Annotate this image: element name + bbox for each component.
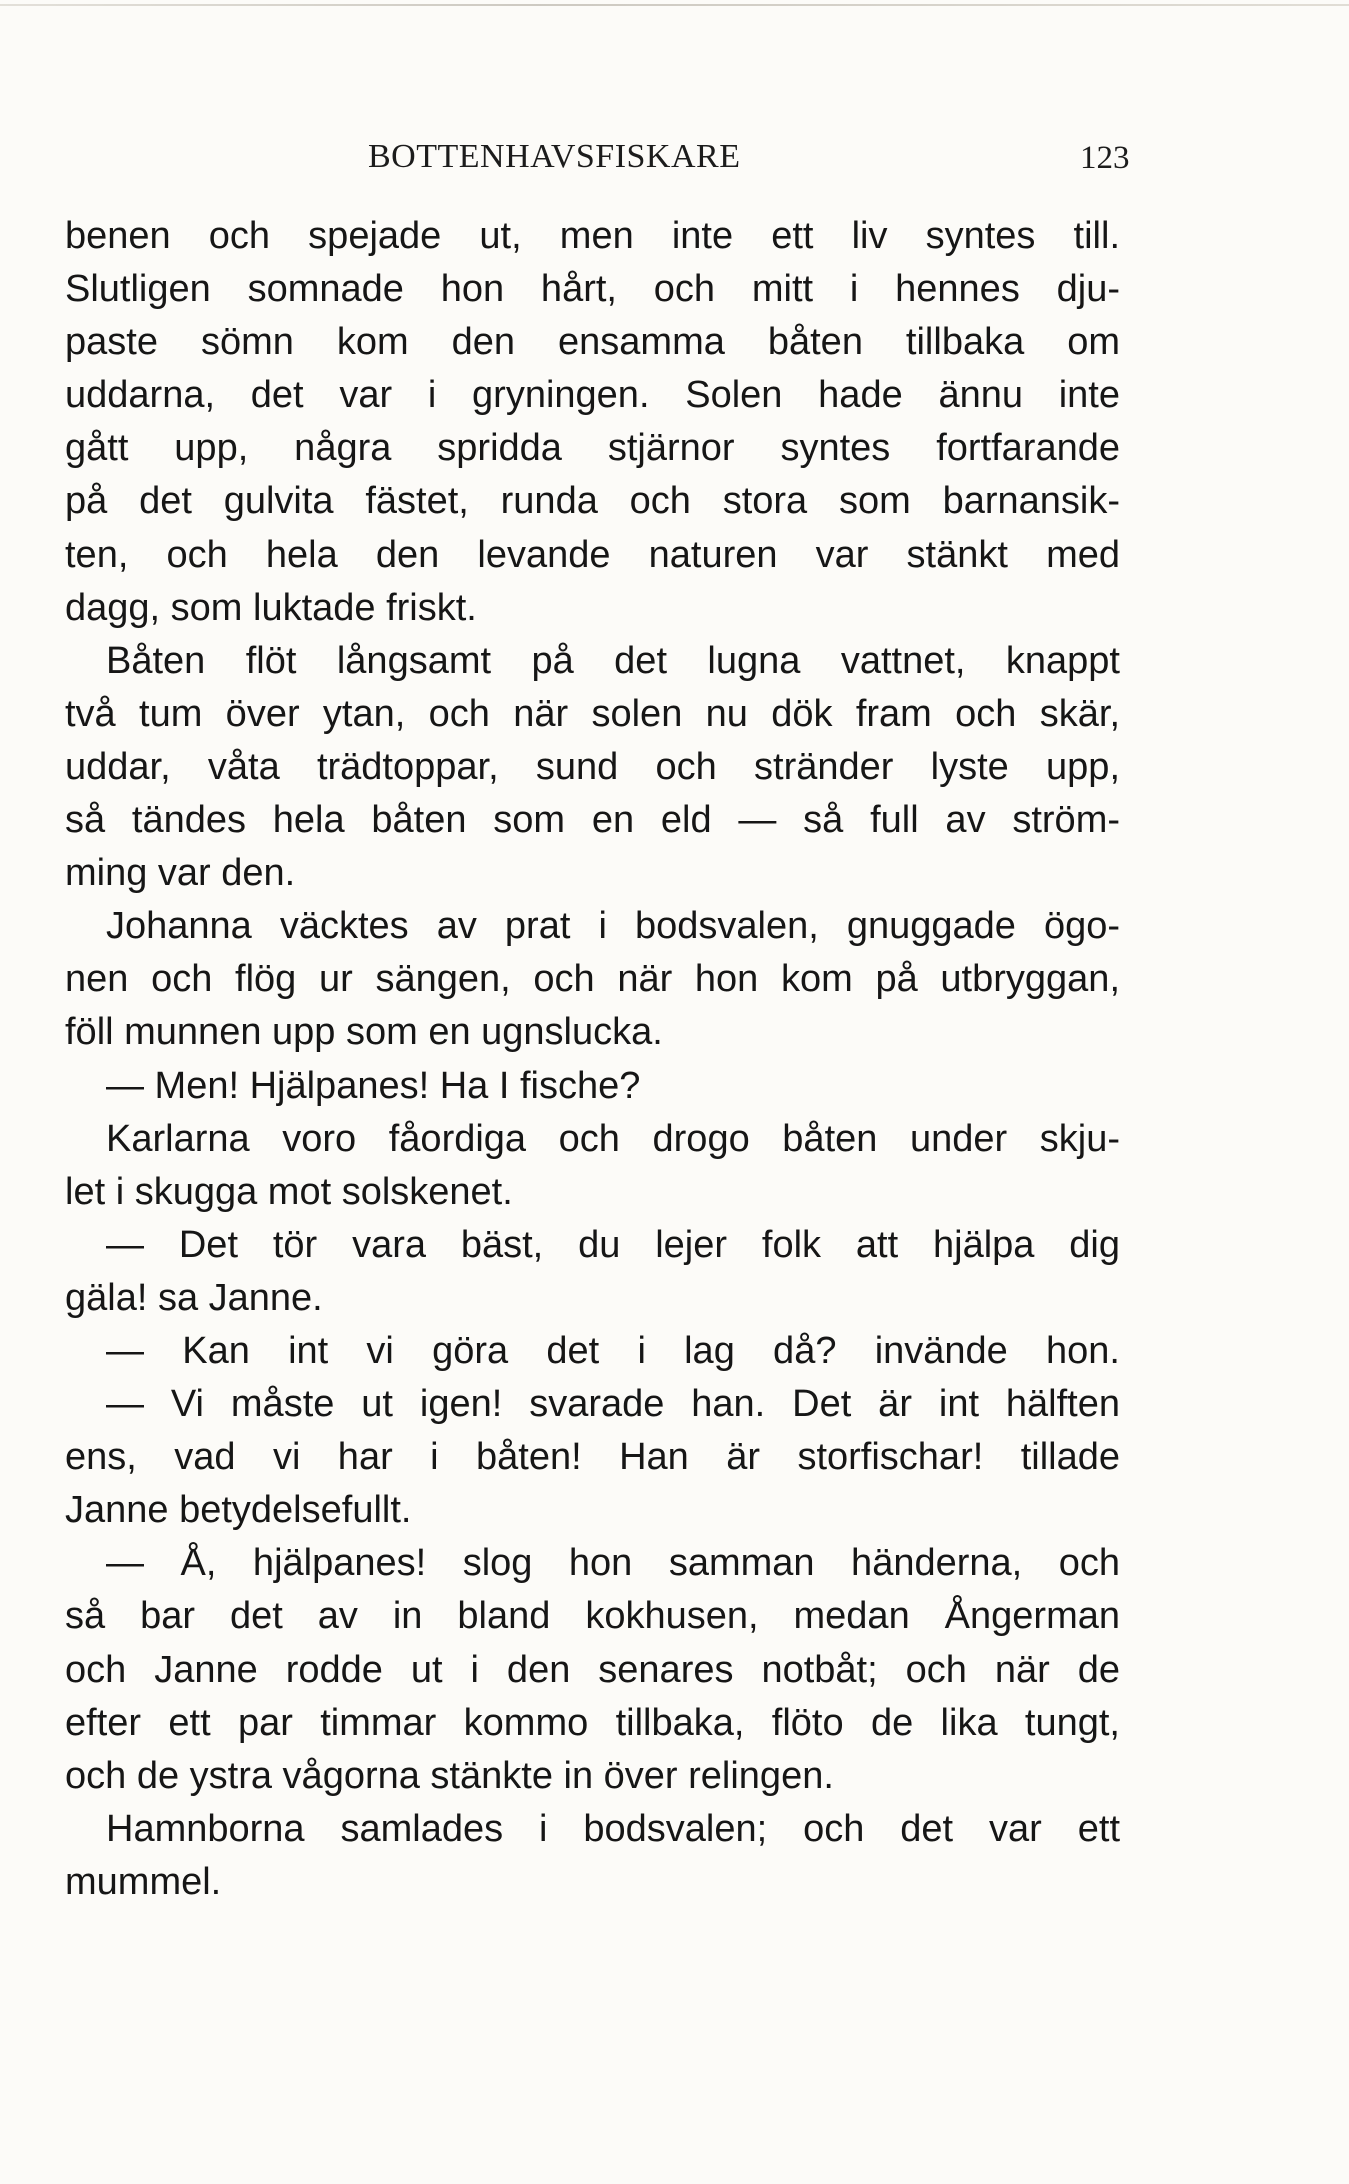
text-line: föll munnen upp som en ugnslucka. [65,1011,663,1054]
text-line: — Det tör vara bäst, du lejer folk att hjälpa dig [106,1223,1120,1266]
text-line: mummel. [65,1860,222,1903]
text-line: paste sömn kom den ensamma båten tillbaka om [65,321,1120,364]
body-text [65,210,1120,1909]
text-line: benen och spejade ut, men inte ett liv syntes till. [65,215,1120,257]
page-top-edge [0,4,1349,6]
text-line: två tum över ytan, och när solen nu dök fram och skär, [65,692,1120,735]
text-line: på det gulvita fästet, runda och stora som barnansik- [65,480,1120,523]
text-line: — Kan int vi göra det i lag då? invände hon. [106,1329,1120,1372]
text-line: gått upp, några spridda stjärnor syntes fortfarande [65,427,1120,470]
page-number: 123 [1080,140,1130,176]
text-line: nen och flög ur sängen, och när hon kom på utbryggan, [65,958,1120,1001]
text-line: uddarna, det var i gryningen. Solen hade ännu inte [65,374,1120,417]
text-line: Karlarna voro fåordiga och drogo båten under skju- [106,1117,1120,1160]
text-line: Johanna väcktes av prat i bodsvalen, gnuggade ögo- [106,905,1120,948]
text-line: efter ett par timmar kommo tillbaka, flöto de lika tungt, [65,1701,1120,1744]
text-line: — Å, hjälpanes! slog hon samman händerna, och [106,1542,1120,1585]
text-line: ten, och hela den levande naturen var stänkt med [65,533,1120,576]
text-line: Slutligen somnade hon hårt, och mitt i hennes dju- [65,268,1120,311]
text-line: Hamnborna samlades i bodsvalen; och det var ett [106,1807,1120,1850]
running-head: BOTTENHAVSFISKARE [368,138,741,175]
text-line: dagg, som luktade friskt. [65,586,477,629]
text-line: Båten flöt långsamt på det lugna vattnet, knappt [106,639,1120,682]
text-line: uddar, våta trädtoppar, sund och stränder lyste upp, [65,745,1120,788]
text-line: och Janne rodde ut i den senares notbåt; och när de [65,1648,1120,1691]
text-line: ens, vad vi har i båten! Han är storfischar! tillade [65,1436,1120,1479]
text-line: — Vi måste ut igen! svarade han. Det är int hälften [106,1383,1120,1426]
text-line: så bar det av in bland kokhusen, medan Ångerman [65,1595,1120,1638]
text-line: let i skugga mot solskenet. [65,1170,513,1213]
text-line: så tändes hela båten som en eld — så full av ström- [65,799,1120,842]
text-line: ming var den. [65,852,296,895]
text-line: gäla! sa Janne. [65,1276,323,1319]
text-line: Janne betydelsefullt. [65,1489,412,1532]
text-line: och de ystra vågorna stänkte in över relingen. [65,1754,834,1797]
text-line: — Men! Hjälpanes! Ha I fische? [106,1064,641,1107]
